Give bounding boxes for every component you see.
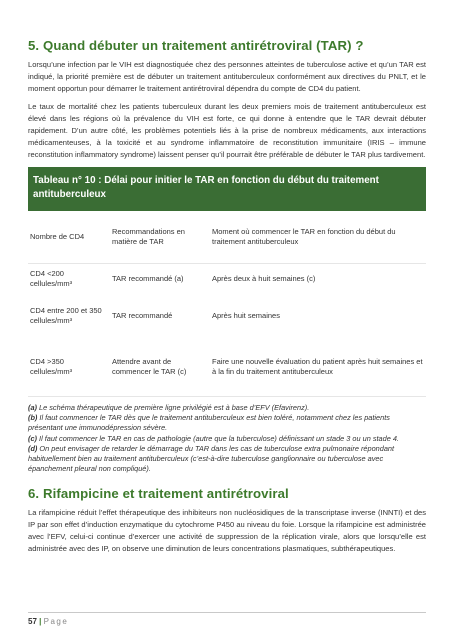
header-cell-recommendation: Recommandations en matière de TAR: [110, 211, 210, 264]
header-cell-cd4: Nombre de CD4: [28, 211, 110, 264]
section-5-paragraph-2: Le taux de mortalité chez les patients tuberculeux durant les deux premiers mois de traitement antituberculeux est élevé dans les régions où la prévalence du VIH est forte, ce qui donne à entendre que le TAR devrait débuter rapidement. D’un autre côté, les problèmes potentiels liés à la prise de nombreux médicaments, aux interactions médicamenteuses, à la toxicité et au syndrome inflammatoire de reconstitution immunitaire (IRIS – immune reconstitution inflammatory syndrome) laissent penser qu’il pourrait être préférable de débuter le TAR plus tardivement.: [28, 102, 426, 159]
note-b: [28, 413, 426, 433]
table-caption: Tableau n° 10 : Délai pour initier le TAR en fonction du début du traitement antituberculeux: [28, 167, 426, 211]
page-number: 57: [28, 617, 37, 626]
table-cell: CD4 <200 cellules/mm³: [30, 269, 73, 288]
table-cell: CD4 entre 200 et 350 cellules/mm³: [30, 306, 102, 325]
note-label: (b): [28, 413, 38, 423]
table-row: [28, 338, 426, 397]
table-cell: Faire une nouvelle évaluation du patient après huit semaines et à la fin du traitement antituberculeux: [210, 338, 426, 397]
note-label: (c): [28, 433, 37, 443]
page-content: [28, 38, 426, 561]
note-text: Il faut commencer le TAR en cas de pathologie (autre que la tuberculose) définissant un stade 3 ou un stade 4.: [36, 433, 399, 443]
note-d: [28, 444, 426, 475]
section-6-title: 6. Rifampicine et traitement antirétroviral: [28, 486, 289, 502]
header-cell-timing: Moment où commencer le TAR en fonction du début du traitement antituberculeux: [210, 211, 426, 264]
table-header-row: [28, 211, 426, 264]
section-6-paragraph-1: La rifampicine réduit l’effet thérapeutique des inhibiteurs non nucléosidiques de la transcriptase inverse (INNTI) et des IP par son effet d’induction enzymatique du cytochrome P450 au niveau du foie. Lorsque la rifampicine est administrée avec l’EFV, celui-ci continue d’exercer une activité de suppression de la réplication virale, alors que lorsqu’elle est administrée avec des IP, on observe une diminution de leurs concentrations plasmatiques, subthérapeutiques.: [28, 508, 426, 554]
table-cell: Après deux à huit semaines (c): [212, 274, 316, 283]
table-cell: TAR recommandé: [112, 311, 173, 320]
table-cell: TAR recommandé (a): [112, 274, 184, 283]
note-text: On peut envisager de retarder le démarrage du TAR dans les cas de tuberculose extra pulmonaire répondant habituellement bien au traitement antituberculeux (c’est-à-dire tuberculose ganglionnaire ou tuberculose avec épanchement pleural non compliqué).: [28, 443, 395, 474]
note-label: (d): [28, 443, 38, 453]
footer-separator: |: [39, 617, 42, 626]
table-notes: [28, 403, 426, 474]
note-label: (a): [28, 403, 37, 412]
note-text: Le schéma thérapeutique de première ligne privilégié est à base d’EFV (Efavirenz).: [36, 403, 310, 412]
table-body: [28, 211, 426, 397]
table-cell: Après huit semaines: [212, 311, 280, 320]
cd4-table: [28, 167, 426, 397]
table-cell: CD4 >350 cellules/mm³: [28, 338, 110, 397]
page-footer: [28, 612, 426, 626]
note-c: [28, 434, 426, 444]
table-row: [28, 294, 426, 338]
note-a: [28, 403, 426, 413]
section-5-title: 5. Quand débuter un traitement antirétroviral (TAR) ?: [28, 38, 364, 53]
table-row: [28, 264, 426, 295]
note-text: Il faut commencer le TAR dès que le traitement antituberculeux est bien toléré, notamment chez les patients présentant une immunodépression sévère.: [28, 413, 390, 433]
section-5-paragraph-1: Lorsqu’une infection par le VIH est diagnostiquée chez des personnes atteintes de tuberculose active et qu’un TAR est indiqué, la priorité première est de débuter un traitement antituberculeux conformément aux directives du PNLT, et le moment opportun pour démarrer le traitement antirétroviral dépendra du compte de CD4 du patient.: [28, 60, 426, 93]
table-cell: Attendre avant de commencer le TAR (c): [110, 338, 210, 397]
page-label: Page: [43, 617, 69, 626]
